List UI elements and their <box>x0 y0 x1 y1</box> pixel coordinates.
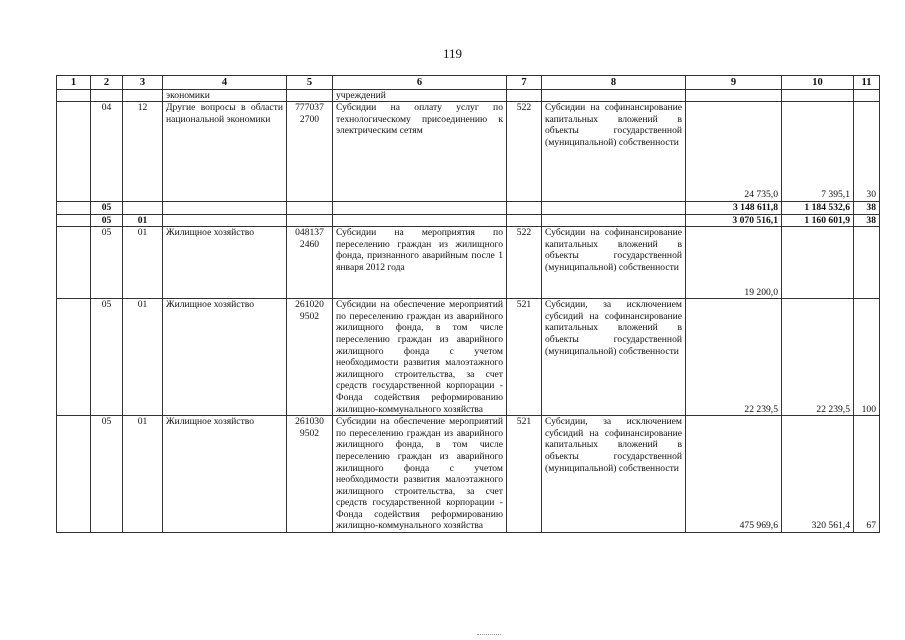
cell-planned: 22 239,5 <box>686 299 782 416</box>
page-number: 119 <box>442 46 463 61</box>
header-cell-6: 6 <box>333 76 507 90</box>
continuation-row <box>57 90 880 102</box>
cell-subsection: 12 <box>123 102 163 202</box>
cell-section: 05 <box>91 202 123 215</box>
cell <box>686 90 782 102</box>
cell-target-name: Субсидии на обеспечение мероприятий по переселению граждан из аварийного жилищного фонда, в том числе переселению граждан из аварийного жилищного фонда с учетом необходимости развития малоэтажного жилищного строительства, за счет средств государственной корпорации - Фонда содействия реформированию жилищно-коммунального хозяйства <box>333 299 507 416</box>
cell-planned: 19 200,0 <box>686 227 782 299</box>
cell-expense-name <box>542 202 686 215</box>
cell <box>57 416 91 533</box>
cell-expense-name <box>542 214 686 227</box>
cell-actual: 1 184 532,6 <box>782 202 854 215</box>
header-cell-10: 10 <box>782 76 854 90</box>
header-cell-4: 4 <box>163 76 287 90</box>
cell-target-code: 777037 2700 <box>287 102 333 202</box>
header-cell-2: 2 <box>91 76 123 90</box>
cell-target-code: 048137 2460 <box>287 227 333 299</box>
table-row <box>57 227 880 299</box>
cell-actual: 1 160 601,9 <box>782 214 854 227</box>
cell-target-code <box>287 214 333 227</box>
cell-section: 05 <box>91 299 123 416</box>
cell-section-name <box>163 214 287 227</box>
cell-expense-name: Субсидии, за исключением субсидий на софинансирование капитальных вложений в объекты государственной (муниципальной) собственности <box>542 416 686 533</box>
header-cell-1: 1 <box>57 76 91 90</box>
cell-expense-code: 521 <box>507 416 542 533</box>
cell-expense-code: 522 <box>507 102 542 202</box>
scan-artifact <box>477 634 501 636</box>
cell-target-name: Субсидии на обеспечение мероприятий по переселению граждан из аварийного жилищного фонда, в том числе переселению граждан из аварийного жилищного фонда с учетом необходимости развития малоэтажного жилищного строительства, за счет средств государственной корпорации - Фонда содействия реформированию жилищно-коммунального хозяйства <box>333 416 507 533</box>
cell-planned: 3 148 611,8 <box>686 202 782 215</box>
cell-expense-name: Субсидии на софинансирование капитальных вложений в объекты государственной (муниципальной) собственности <box>542 102 686 202</box>
header-cell-5: 5 <box>287 76 333 90</box>
cell-planned: 475 969,6 <box>686 416 782 533</box>
header-cell-11: 11 <box>854 76 880 90</box>
cell-target-code: 261020 9502 <box>287 299 333 416</box>
table-row <box>57 416 880 533</box>
header-cell-3: 3 <box>123 76 163 90</box>
cell-section: 05 <box>91 416 123 533</box>
cell-target-name: Субсидии на мероприятия по переселению граждан из жилищного фонда, признанного аварийным после 1 января 2012 года <box>333 227 507 299</box>
cell-actual: 7 395,1 <box>782 102 854 202</box>
cell <box>782 90 854 102</box>
cell-section-name: Другие вопросы в области национальной экономики <box>163 102 287 202</box>
cell-section-name: Жилищное хозяйство <box>163 227 287 299</box>
cell-target-name <box>333 214 507 227</box>
header-cell-8: 8 <box>542 76 686 90</box>
cell-actual: 22 239,5 <box>782 299 854 416</box>
cell-subsection: 01 <box>123 227 163 299</box>
cell-section: 05 <box>91 227 123 299</box>
table-row <box>57 299 880 416</box>
header-cell-9: 9 <box>686 76 782 90</box>
table-row-subtotal <box>57 214 880 227</box>
cell-subsection: 01 <box>123 416 163 533</box>
cell <box>57 299 91 416</box>
cell-target-code: 261030 9502 <box>287 416 333 533</box>
cell-section-name: экономики <box>163 90 287 102</box>
cell-expense-code <box>507 214 542 227</box>
cell-percent <box>854 227 880 299</box>
cell-expense-code: 522 <box>507 227 542 299</box>
cell-percent: 67 <box>854 416 880 533</box>
cell <box>123 90 163 102</box>
cell-percent: 38 <box>854 202 880 215</box>
cell-expense-code <box>507 202 542 215</box>
cell-percent: 30 <box>854 102 880 202</box>
cell-expense-name: Субсидии, за исключением субсидий на софинансирование капитальных вложений в объекты государственной (муниципальной) собственности <box>542 299 686 416</box>
table-row <box>57 102 880 202</box>
cell-planned: 24 735,0 <box>686 102 782 202</box>
cell <box>57 90 91 102</box>
cell-target-name <box>333 202 507 215</box>
cell-section-name <box>163 202 287 215</box>
cell <box>57 227 91 299</box>
header-row <box>57 76 880 90</box>
cell <box>91 90 123 102</box>
cell <box>542 90 686 102</box>
cell-expense-name: Субсидии на софинансирование капитальных вложений в объекты государственной (муниципальной) собственности <box>542 227 686 299</box>
cell-actual <box>782 227 854 299</box>
cell-section-name: Жилищное хозяйство <box>163 416 287 533</box>
cell-target-name: учреждений <box>333 90 507 102</box>
cell <box>57 102 91 202</box>
cell-section: 04 <box>91 102 123 202</box>
cell-subsection: 01 <box>123 214 163 227</box>
cell-subsection: 01 <box>123 299 163 416</box>
cell-percent: 38 <box>854 214 880 227</box>
cell-target-name: Субсидии на оплату услуг по технологическому присоединению к электрическим сетям <box>333 102 507 202</box>
budget-table <box>56 75 880 533</box>
cell-target-code <box>287 202 333 215</box>
cell-section: 05 <box>91 214 123 227</box>
cell-expense-code: 521 <box>507 299 542 416</box>
cell <box>287 90 333 102</box>
table-row-subtotal <box>57 202 880 215</box>
cell-planned: 3 070 516,1 <box>686 214 782 227</box>
cell <box>507 90 542 102</box>
cell <box>854 90 880 102</box>
cell-subsection <box>123 202 163 215</box>
header-cell-7: 7 <box>507 76 542 90</box>
cell-actual: 320 561,4 <box>782 416 854 533</box>
cell <box>57 202 91 215</box>
cell-section-name: Жилищное хозяйство <box>163 299 287 416</box>
cell <box>57 214 91 227</box>
cell-percent: 100 <box>854 299 880 416</box>
